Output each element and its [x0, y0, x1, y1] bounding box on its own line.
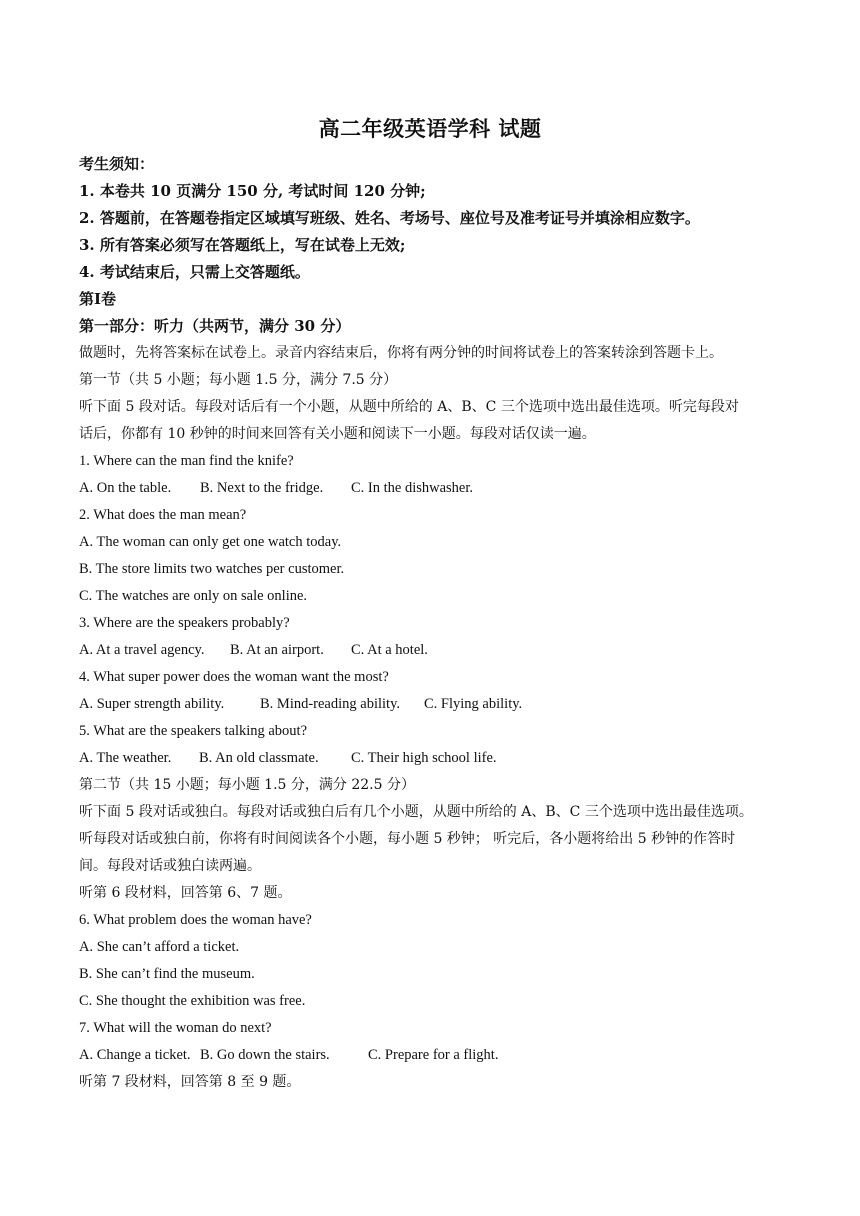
q3-option-b: B. At an airport. [230, 642, 324, 658]
question-2-stem: 2. What does the man mean? [79, 507, 247, 523]
page-title: 高二年级英语学科 试题 [318, 116, 542, 141]
q2-option-c: C. The watches are only on sale online. [79, 588, 308, 604]
question-4-stem: 4. What super power does the woman want the most? [79, 669, 389, 685]
question-5-stem: 5. What are the speakers talking about? [79, 723, 308, 739]
q7-option-a: A. Change a ticket. [79, 1047, 191, 1063]
q7-option-c: C. Prepare for a flight. [368, 1047, 499, 1063]
notice-heading: 考生须知： [79, 155, 155, 173]
section1-instruction-2: 话后，你都有 10 秒钟的时间来回答有关小题和阅读下一小题。每段对话仅读一遍。 [79, 426, 596, 442]
q5-option-b: B. An old classmate. [199, 750, 319, 766]
q1-option-c: C. In the dishwasher. [351, 480, 474, 496]
q2-option-b: B. The store limits two watches per customer. [79, 561, 345, 577]
q4-option-b: B. Mind-reading ability. [260, 696, 401, 712]
q3-option-a: A. At a travel agency. [79, 642, 205, 658]
section2-heading: 第二节（共 15 小题；每小题 1.5 分，满分 22.5 分） [79, 777, 415, 793]
q3-option-c: C. At a hotel. [351, 642, 428, 658]
section1-instruction-1: 听下面 5 段对话。每段对话后有一个小题，从题中所给的 A、B、C 三个选项中选出最佳选项。听完每段对 [79, 399, 739, 415]
question-3-stem: 3. Where are the speakers probably? [79, 615, 290, 631]
q1-option-b: B. Next to the fridge. [200, 480, 324, 496]
q6-option-c: C. She thought the exhibition was free. [79, 993, 306, 1009]
material-7-label: 听第 7 段材料，回答第 8 至 9 题。 [79, 1074, 301, 1090]
question-1-options [79, 478, 473, 498]
question-4-options [79, 694, 522, 714]
q6-option-a: A. She can’t afford a ticket. [79, 939, 240, 955]
q4-option-a: A. Super strength ability. [79, 696, 225, 712]
question-7-options [79, 1045, 498, 1065]
q4-option-c: C. Flying ability. [424, 696, 523, 712]
section2-instruction-3: 间。每段对话或独白读两遍。 [79, 858, 261, 874]
notice-item-2: 2. 答题前，在答题卷指定区域填写班级、姓名、考场号、座位号及准考证号并填涂相应数字。 [79, 209, 700, 227]
section1-heading: 第一节（共 5 小题；每小题 1.5 分，满分 7.5 分） [79, 372, 398, 388]
notice-item-4: 4. 考试结束后，只需上交答题纸。 [79, 263, 310, 281]
section2-instruction-2: 听每段对话或独白前，你将有时间阅读各个小题，每小题 5 秒钟； 听完后，各小题将给出 5 秒钟的作答时 [79, 831, 736, 847]
q6-option-b: B. She can’t find the museum. [79, 966, 255, 982]
question-7-stem: 7. What will the woman do next? [79, 1020, 272, 1036]
question-6-stem: 6. What problem does the woman have? [79, 912, 312, 928]
q5-option-a: A. The weather. [79, 750, 172, 766]
section2-instruction-1: 听下面 5 段对话或独白。每段对话或独白后有几个小题，从题中所给的 A、B、C 三个选项中选出最佳选项。 [79, 804, 753, 820]
q1-option-a: A. On the table. [79, 480, 172, 496]
q2-option-a: A. The woman can only get one watch today. [79, 534, 342, 550]
part1-intro: 做题时，先将答案标在试卷上。录音内容结束后，你将有两分钟的时间将试卷上的答案转涂到答题卡上。 [79, 345, 723, 361]
q7-option-b: B. Go down the stairs. [200, 1047, 330, 1063]
question-3-options [79, 640, 428, 660]
notice-item-1: 1. 本卷共 10 页满分 150 分, 考试时间 120 分钟; [79, 182, 426, 200]
volume-label: 第Ⅰ卷 [79, 290, 117, 308]
q5-option-c: C. Their high school life. [351, 750, 497, 766]
question-1-stem: 1. Where can the man find the knife? [79, 453, 294, 469]
question-5-options [79, 748, 497, 768]
material-6-label: 听第 6 段材料，回答第 6、7 题。 [79, 885, 292, 901]
notice-item-3: 3. 所有答案必须写在答题纸上，写在试卷上无效; [79, 236, 406, 254]
part1-heading: 第一部分：听力（共两节，满分 30 分） [79, 317, 351, 335]
